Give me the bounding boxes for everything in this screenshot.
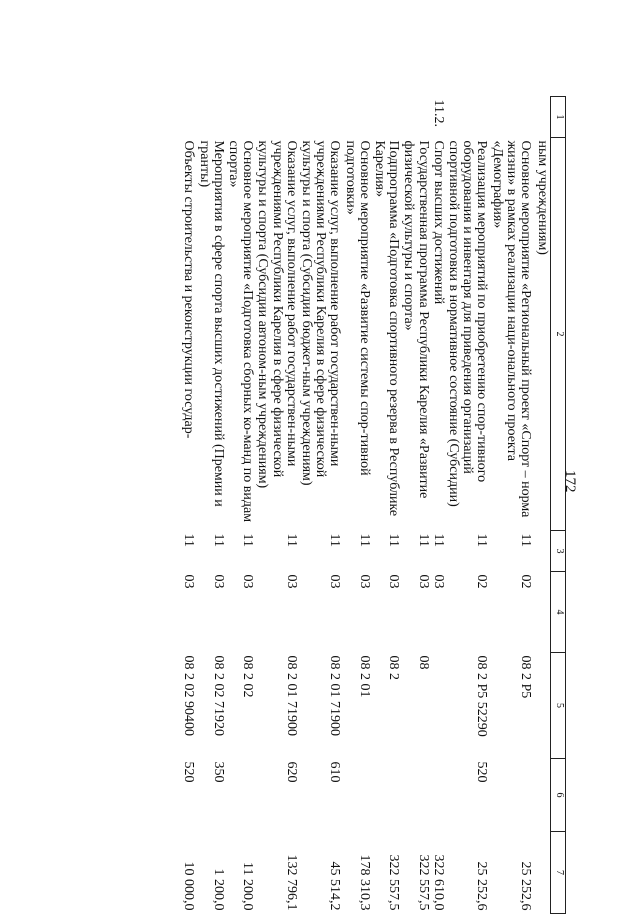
row-section: 11 <box>283 533 299 547</box>
row-name: Основное мероприятие «Подготовка сборных ко-манд по видам спорта» <box>225 140 256 523</box>
row-name: Основное мероприятие «Развитие системы спор-тивной подготовки» <box>342 140 372 476</box>
row-amount: 322 557,5 <box>415 854 431 911</box>
row-expense-type <box>372 759 401 832</box>
row-target-code: 08 2 02 71920 <box>210 655 226 736</box>
row-amount: 10 000,0 <box>181 861 197 911</box>
row-section: 11 <box>240 533 256 547</box>
row-target-code: 08 2 01 71900 <box>327 655 343 736</box>
row-number <box>489 97 533 138</box>
row-expense-type <box>401 759 430 832</box>
row-target-code: 08 <box>415 655 431 670</box>
row-section <box>533 531 551 572</box>
row-section: 11 <box>327 533 343 547</box>
table-row <box>255 97 299 914</box>
table-row <box>489 97 533 914</box>
row-amount <box>533 832 551 914</box>
row-subsection: 03 <box>240 574 256 589</box>
row-section: 11 <box>181 533 197 547</box>
header-col-5: 5 <box>551 653 566 759</box>
row-amount: 178 310,3 <box>356 854 372 911</box>
table-row <box>342 97 371 914</box>
row-section: 11 <box>386 533 402 547</box>
header-col-2: 2 <box>551 138 566 531</box>
row-number <box>299 97 343 138</box>
table-row <box>431 97 446 914</box>
row-target-code: 08 2 01 71900 <box>283 655 299 736</box>
row-subsection: 03 <box>210 574 226 589</box>
row-expense-type <box>342 759 371 832</box>
row-expense-type <box>226 759 255 832</box>
row-name: ным учреждениям) <box>535 140 550 255</box>
row-amount: 25 252,6 <box>518 861 533 911</box>
row-number <box>196 97 225 138</box>
row-section: 11 <box>518 533 533 547</box>
budget-table-rotated <box>40 96 566 911</box>
row-name: Подпрограмма «Подготовка спортивного резерва в Республике Карелия» <box>371 140 402 517</box>
row-name: Объекты строительства и реконструкции государ- <box>181 140 197 439</box>
row-target-code: 08 2 <box>386 655 402 680</box>
header-col-4: 4 <box>551 572 566 653</box>
table-row <box>226 97 255 914</box>
row-section: 11 <box>210 533 226 547</box>
row-target-code: 08 2 02 90400 <box>181 655 197 736</box>
table-row <box>401 97 430 914</box>
row-section: 11 <box>430 533 446 547</box>
row-subsection: 03 <box>283 574 299 589</box>
row-section: 11 <box>356 533 372 547</box>
row-name: Государственная программа Республики Карелия «Развитие физической культуры и спорта» <box>401 140 431 499</box>
table-row <box>299 97 343 914</box>
row-target-code: 08 2 02 <box>240 655 256 698</box>
table-header-row <box>551 97 566 914</box>
row-subsection: 02 <box>474 574 490 589</box>
row-target-code <box>533 653 551 759</box>
row-number <box>226 97 255 138</box>
row-amount: 322 557,5 <box>386 854 402 911</box>
row-subsection: 03 <box>356 574 372 589</box>
row-number <box>372 97 401 138</box>
table-row <box>446 97 490 914</box>
row-target-code: 08 2 01 <box>356 655 372 698</box>
table-row <box>372 97 401 914</box>
table-row <box>181 97 196 914</box>
row-amount: 45 514,2 <box>327 861 343 911</box>
row-expense-type <box>533 759 551 832</box>
table-row <box>196 97 225 914</box>
row-section: 11 <box>474 533 490 547</box>
row-expense-type: 520 <box>474 761 490 783</box>
header-col-7: 7 <box>551 832 566 914</box>
row-expense-type <box>489 759 533 832</box>
row-number: 11.2. <box>430 99 446 127</box>
row-subsection: 02 <box>518 574 533 589</box>
row-target-code: 08 2 P5 52290 <box>474 655 490 737</box>
row-amount: 322 610,0 <box>430 854 446 911</box>
row-name: Оказание услуг, выполнение работ государствен-ными учреждениями Республики Карелия в сфере физической культуры и спорта (Субсидии бюджет-ным учреждениям) <box>298 140 343 486</box>
row-target-code: 08 2 P5 <box>518 655 533 699</box>
row-number <box>255 97 299 138</box>
row-name: Основное мероприятие «Региональный проект «Спорт – норма жизни» в рамках реализации наци-онального проекта «Демография» <box>489 140 533 518</box>
row-number <box>446 97 490 138</box>
header-col-3: 3 <box>551 531 566 572</box>
row-subsection <box>533 572 551 653</box>
row-subsection: 03 <box>430 574 446 589</box>
row-expense-type: 520 <box>181 761 197 783</box>
row-name: Спорт высших достижений <box>430 140 446 305</box>
row-number <box>533 97 551 138</box>
row-expense-type: 350 <box>210 761 226 783</box>
row-amount: 132 796,1 <box>283 854 299 911</box>
row-amount: 1 200,0 <box>210 868 226 911</box>
row-number <box>401 97 430 138</box>
budget-table <box>181 96 566 914</box>
row-subsection: 03 <box>181 574 197 589</box>
header-col-6: 6 <box>551 759 566 832</box>
header-col-1: 1 <box>551 97 566 138</box>
row-section: 11 <box>415 533 431 547</box>
row-subsection: 03 <box>327 574 343 589</box>
row-target-code <box>431 653 446 759</box>
row-amount: 11 200,0 <box>240 862 256 911</box>
row-expense-type: 620 <box>283 761 299 783</box>
row-subsection: 03 <box>386 574 402 589</box>
row-amount: 25 252,6 <box>474 861 490 911</box>
row-name: Реализация мероприятий по приобретению спор-тивного оборудования и инвентаря для приведения организаций спортивной подготовки в нормативное состояние (Субсидии) <box>445 140 490 507</box>
row-expense-type: 610 <box>327 761 343 783</box>
row-name: Мероприятия в сфере спорта высших достижений (Премии и гранты) <box>196 140 226 507</box>
table-row <box>533 97 551 914</box>
row-number <box>181 97 196 138</box>
row-expense-type <box>431 759 446 832</box>
row-number <box>342 97 371 138</box>
row-name: Оказание услуг, выполнение работ государствен-ными учреждениями Республики Карелия в сфере физической культуры и спорта (Субсидии автоном-ным учреждениям) <box>255 140 299 489</box>
row-subsection: 03 <box>415 574 431 589</box>
page-number: 172 <box>562 470 578 493</box>
